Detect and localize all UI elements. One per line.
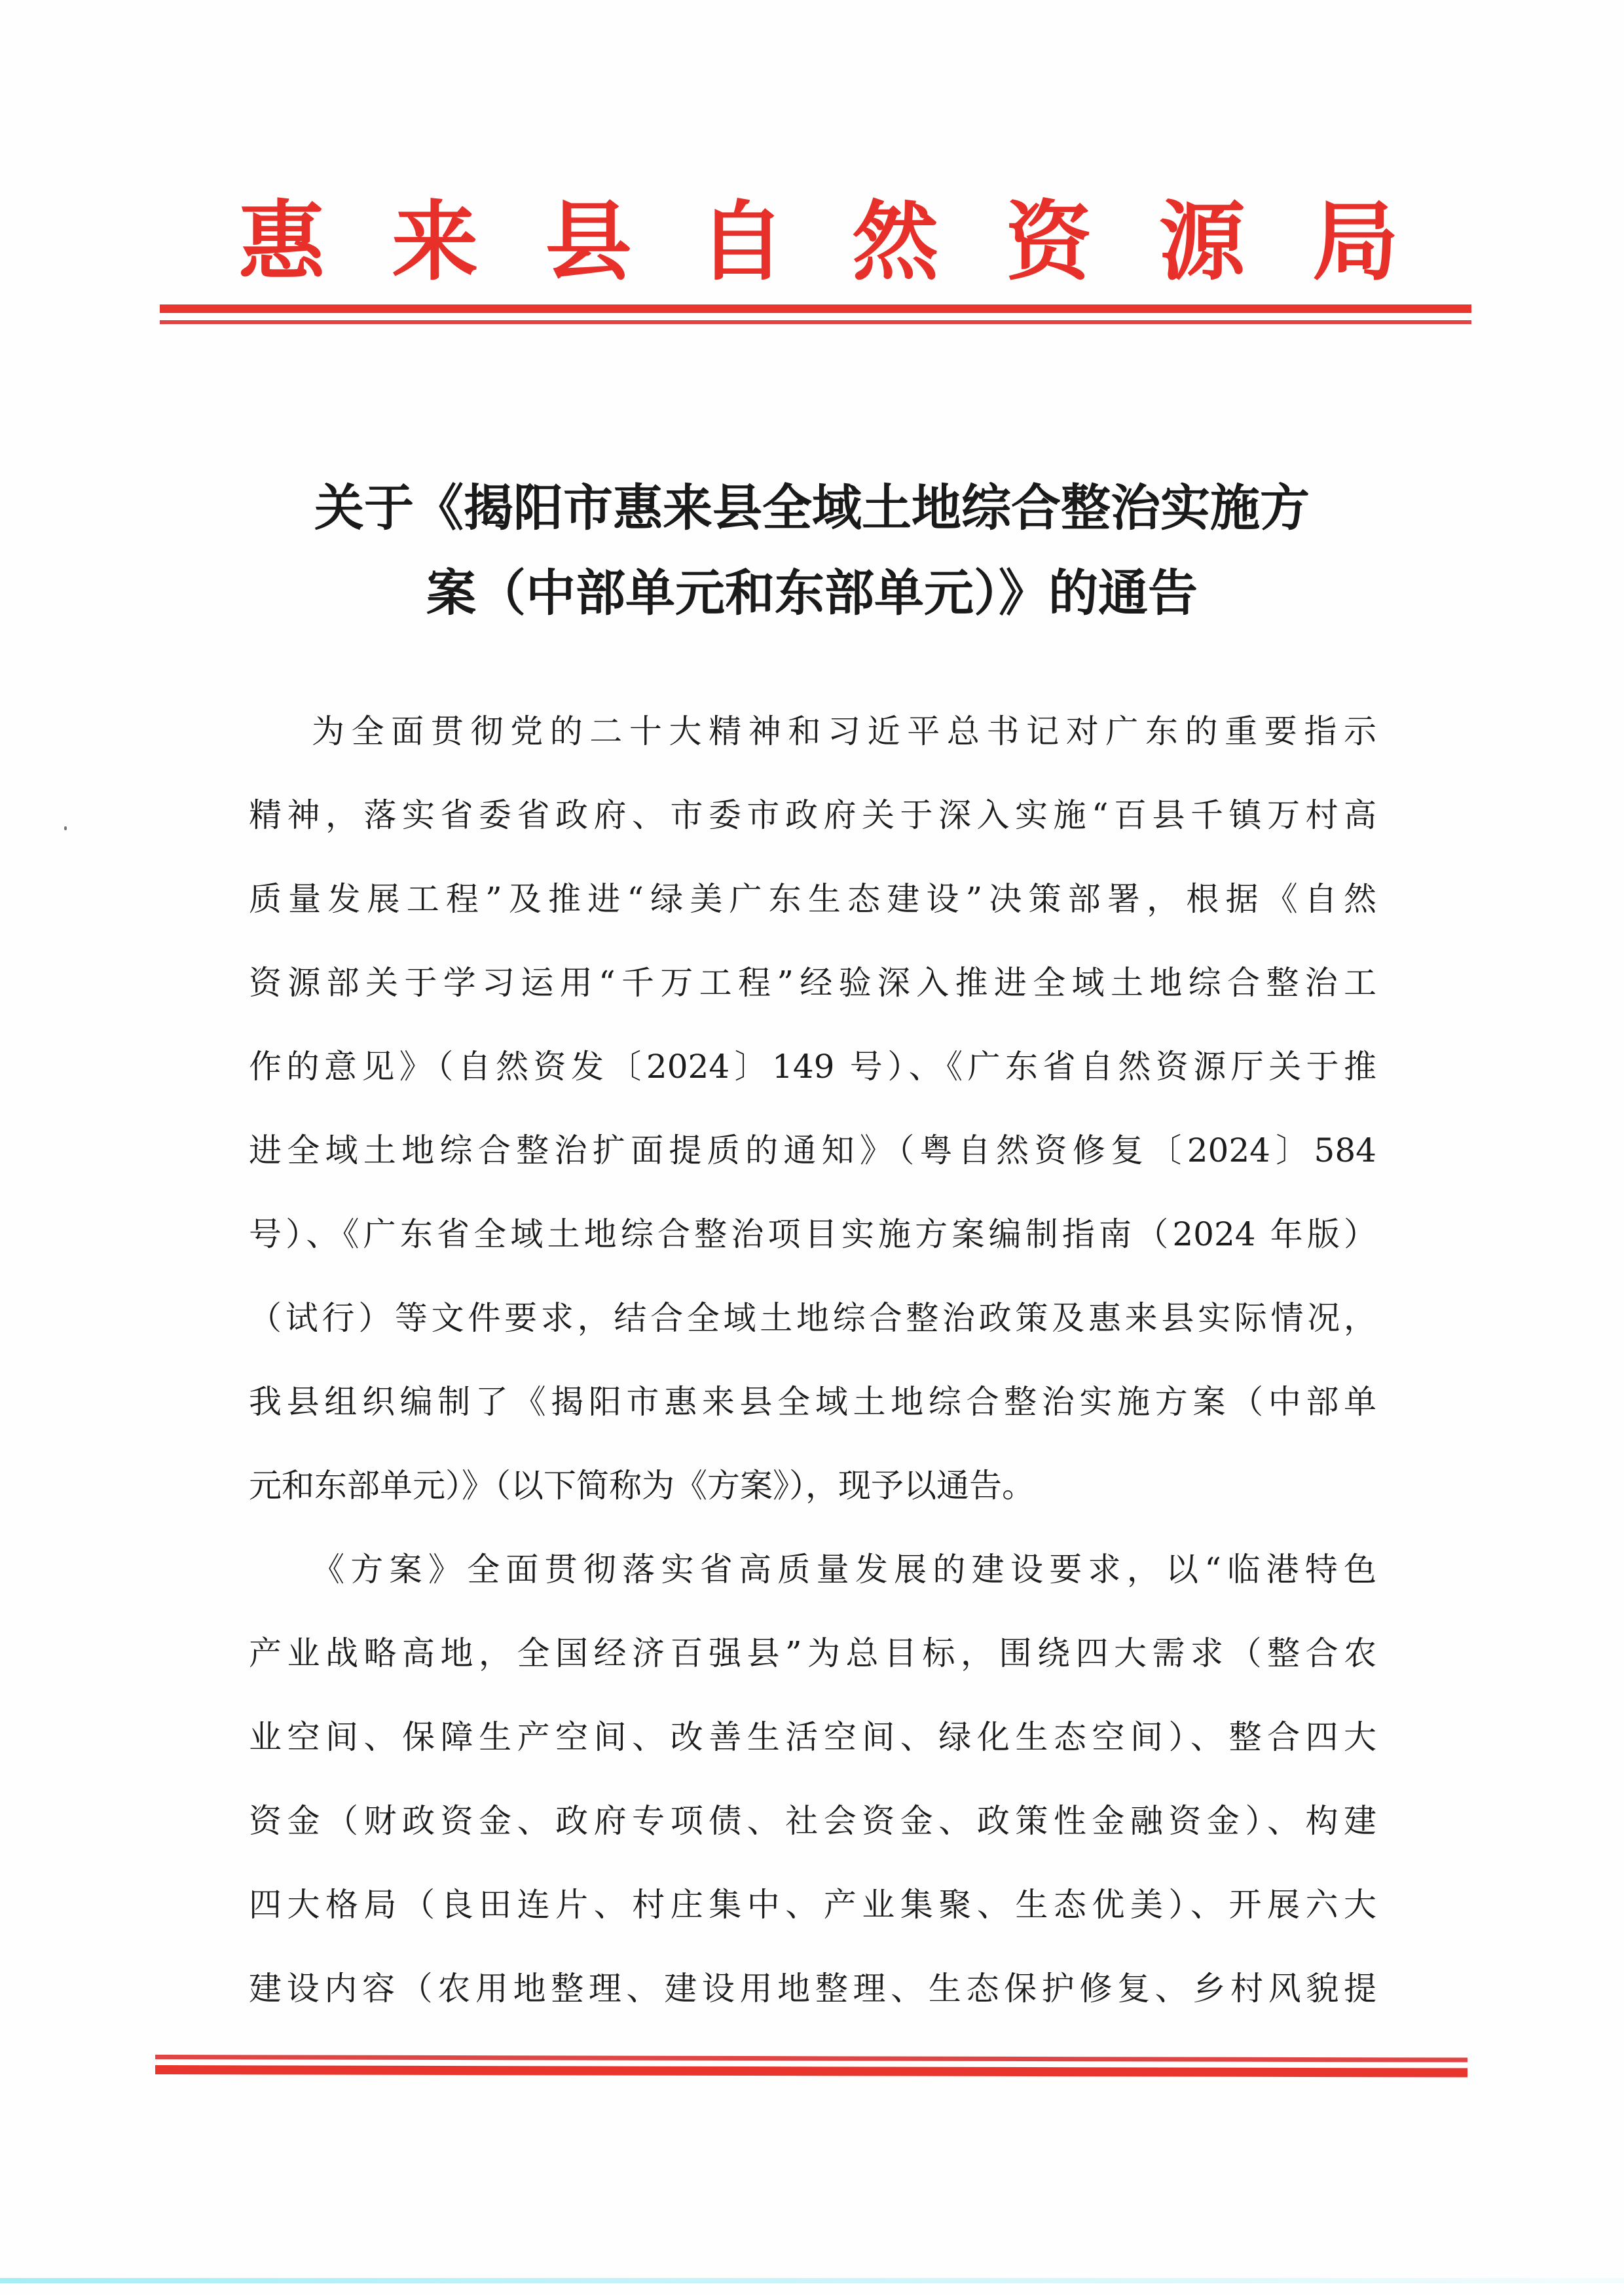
letterhead-char: 资 [1005,191,1092,293]
body-line: 精神，落实省委省政府、市委市政府关于深入实施“百县千镇万村高 [249,796,1376,834]
body-line: 四大格局（良田连片、村庄集中、产业集聚、生态优美）、开展六大 [249,1886,1376,1924]
body-line: 建设内容（农用地整理、建设用地整理、生态保护修复、乡村风貌提 [249,1970,1376,2008]
scan-streak [0,2278,1624,2283]
body-line: 业空间、保障生产空间、改善生活空间、绿化生态空间）、整合四大 [249,1718,1376,1756]
letterhead-char: 自 [698,191,785,293]
document-title-line-2: 案（中部单元和东部单元）》的通告 [426,564,1198,622]
header-rule-thin [160,320,1471,324]
footer-rule-thin [155,2055,1467,2063]
body-line: 《方案》全面贯彻落实省高质量发展的建设要求，以“临港特色 [312,1551,1376,1588]
letterhead-char: 局 [1312,191,1399,293]
letterhead-organization [236,190,1401,295]
body-line: 元和东部单元）》（以下简称为《方案》），现予以通告。 [249,1467,1035,1505]
body-line: 我县组织编制了《揭阳市惠来县全域土地综合整治实施方案（中部单 [249,1383,1376,1421]
document-title-line-1: 关于《揭阳市惠来县全域土地综合整治实施方 [314,479,1310,537]
body-line: 资金（财政资金、政府专项债、社会资金、政策性金融资金）、构建 [249,1802,1376,1840]
body-line: 为全面贯彻党的二十大精神和习近平总书记对广东的重要指示 [312,712,1376,750]
letterhead-char: 来 [392,191,479,293]
body-line: 质量发展工程”及推进“绿美广东生态建设”决策部署，根据《自然 [249,880,1376,918]
letterhead-char: 县 [545,191,632,293]
letterhead-char: 然 [852,191,939,293]
letterhead-char: 惠 [238,191,325,293]
body-line: 作的意见》（自然资发〔2024〕149 号）、《广东省自然资源厅关于推 [249,1048,1376,1086]
body-line: 资源部关于学习运用“千万工程”经验深入推进全域土地综合整治工 [249,964,1376,1002]
body-line: 进全域土地综合整治扩面提质的通知》（粤自然资修复〔2024〕584 [249,1131,1376,1169]
letterhead-char: 源 [1158,191,1246,293]
body-line: 号）、《广东省全域土地综合整治项目实施方案编制指南（2024 年版） [249,1215,1376,1253]
body-line: 产业战略高地，全国经济百强县”为总目标，围绕四大需求（整合农 [249,1634,1376,1672]
header-rule-thick [160,304,1471,313]
footer-rule-thick [155,2065,1467,2078]
scan-speck [64,826,67,830]
body-line: （试行）等文件要求，结合全域土地综合整治政策及惠来县实际情况， [249,1299,1376,1337]
